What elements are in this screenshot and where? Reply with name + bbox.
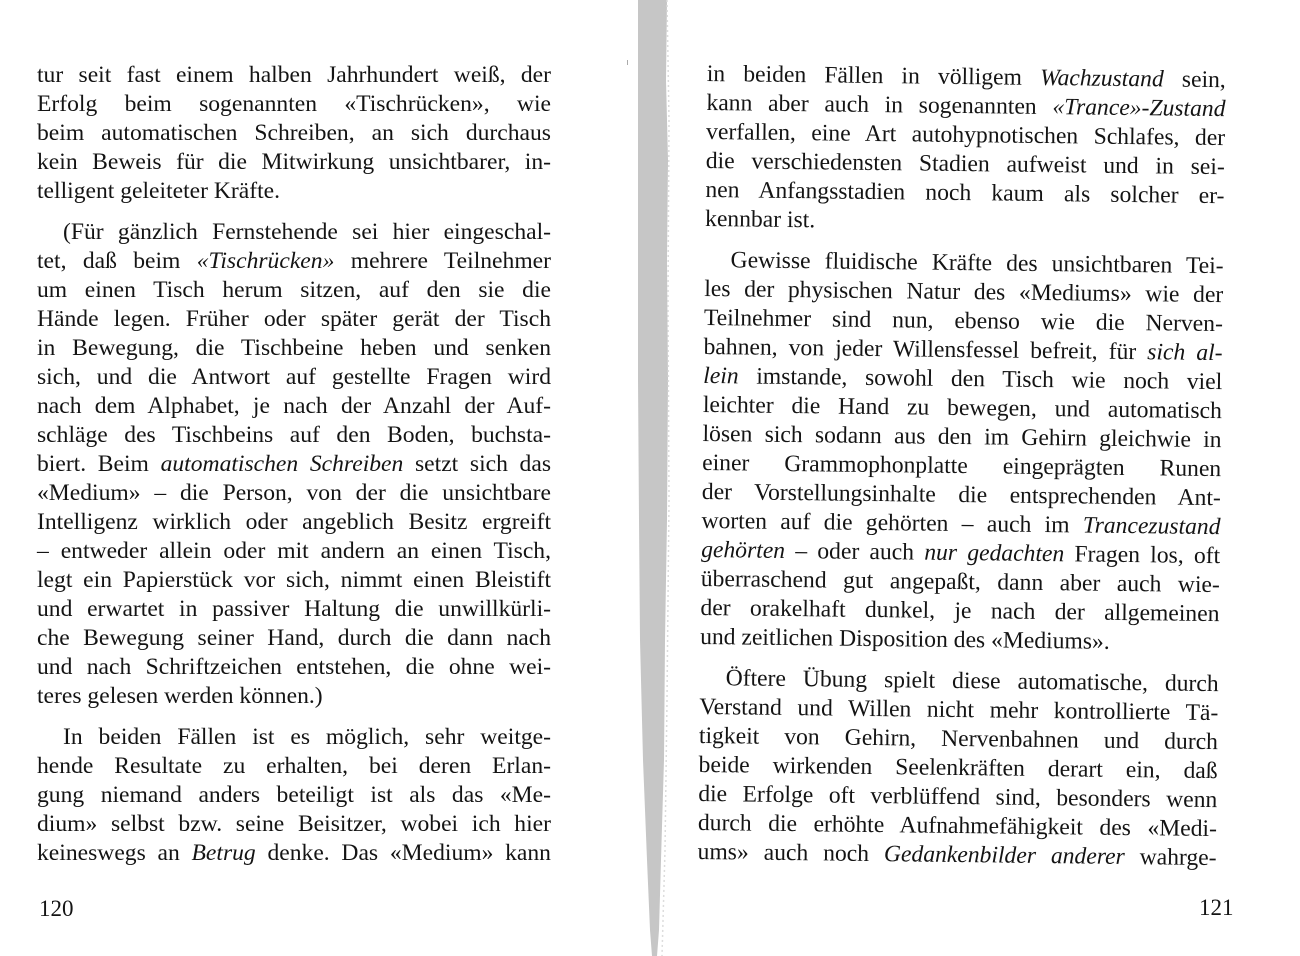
italic-text: «Tischrücken» <box>196 248 335 274</box>
text-run: Gewisse fluidische Kräfte des unsichtbaren Tei- <box>730 247 1224 280</box>
paragraph <box>705 60 1226 240</box>
text-run: in beiden Fällen in völligem <box>706 60 1041 91</box>
text-run: teres gelesen werden können.) <box>37 683 323 709</box>
text-line <box>37 61 551 90</box>
text-run: – oder auch <box>784 537 925 566</box>
text-line <box>37 624 551 653</box>
text-run: ums» auch noch <box>697 838 885 868</box>
paragraph <box>37 723 551 868</box>
text-line <box>37 682 551 711</box>
text-run: bahnen, von jeder Willensfessel befreit, für <box>703 333 1148 366</box>
text-run: die verschiedensten Stadien aufweist und in sei- <box>705 147 1225 181</box>
text-line <box>37 723 551 752</box>
text-line <box>37 781 551 810</box>
text-run: kein Beweis für die Mitwirkung unsichtbarer, in- <box>37 149 551 175</box>
text-run: biert. Beim <box>37 451 161 477</box>
text-line <box>37 839 551 868</box>
text-run: schläge des Tischbeins auf den Boden, buchsta- <box>37 422 551 448</box>
text-line <box>37 276 551 305</box>
text-run: einer Grammophonplatte eingeprägten Runen <box>702 449 1222 483</box>
text-run: der Vorstellungsinhalte die entsprechenden Ant- <box>701 478 1221 512</box>
paragraph <box>697 664 1218 873</box>
text-run: denke. Das «Medium» kann <box>255 840 551 866</box>
text-line <box>37 334 551 363</box>
right-page <box>668 0 1300 956</box>
text-run: gung niemand anders beteiligt ist als das «Me- <box>37 782 551 808</box>
left-page-text <box>37 61 551 880</box>
text-run: nach dem Alphabet, je nach der Anzahl der Auf- <box>37 393 551 419</box>
text-run: tur seit fast einem halben Jahrhundert weiß, der <box>37 62 551 88</box>
text-run: und nach Schriftzeichen entstehen, die ohne wei- <box>37 654 551 680</box>
text-run: überraschend gut angepaßt, dann aber auch wie- <box>700 565 1220 599</box>
text-line <box>37 90 551 119</box>
text-line <box>37 421 551 450</box>
text-run: dium» selbst bzw. seine Beisitzer, wobei ich hier <box>37 811 551 837</box>
text-line <box>37 752 551 781</box>
text-run: in Bewegung, die Tischbeine heben und senken <box>37 335 551 361</box>
text-run: che Bewegung seiner Hand, durch die dann nach <box>37 625 551 651</box>
text-line <box>37 595 551 624</box>
italic-text: nur gedachten <box>924 539 1065 568</box>
text-run: telligent geleiteter Kräfte. <box>37 178 281 204</box>
text-line <box>37 810 551 839</box>
gutter-shadow-shape <box>638 0 668 956</box>
text-run: Verstand und Willen nicht mehr kontrollierte Tä- <box>699 693 1219 727</box>
text-run: lösen sich sodann aus den im Gehirn gleichwie in <box>702 420 1222 454</box>
text-run: beide wirkenden Seelenkräften derart ein, daß <box>698 751 1218 785</box>
text-line <box>37 148 551 177</box>
text-run: In beiden Fällen ist es möglich, sehr weitge- <box>63 724 551 750</box>
text-run: Hände legen. Früher oder später gerät der Tisch <box>37 306 551 332</box>
italic-text: lein <box>703 362 739 390</box>
text-run: kennbar ist. <box>704 205 816 234</box>
right-page-text <box>697 60 1226 885</box>
italic-text: Wachzustand <box>1039 64 1164 93</box>
text-run: Intelligenz wirklich oder angeblich Besitz ergreift <box>37 509 551 535</box>
text-line <box>37 305 551 334</box>
text-run: und erwartet in passiver Haltung die unwillkürli- <box>37 596 551 622</box>
text-run: les der physischen Natur des «Mediums» wie der <box>704 275 1224 309</box>
text-run: worten auf die gehörten – auch im <box>701 507 1083 539</box>
text-run: imstande, sowohl den Tisch wie noch viel <box>738 363 1223 396</box>
text-line <box>37 508 551 537</box>
text-run: um einen Tisch herum sitzen, auf den sie die <box>37 277 551 303</box>
italic-text: gehörten <box>701 536 786 564</box>
text-run: legt ein Papierstück vor sich, nimmt einen Bleistift <box>37 567 551 593</box>
text-run: keineswegs an <box>37 840 192 866</box>
text-line <box>37 450 551 479</box>
text-run: tigkeit von Gehirn, Nervenbahnen und durch <box>698 722 1219 756</box>
text-run: und zeitlichen Disposition des «Mediums». <box>699 623 1110 655</box>
text-run: verfallen, eine Art autohypnotischen Schlafes, der <box>705 118 1226 152</box>
text-run: hende Resultate zu erhalten, bei deren Erlan- <box>37 753 551 779</box>
text-run: setzt sich das <box>403 451 551 477</box>
text-line <box>37 218 551 247</box>
text-run: sich, und die Antwort auf gestellte Fragen wird <box>37 364 551 390</box>
text-line <box>37 363 551 392</box>
italic-text: automatischen Schreiben <box>160 451 404 477</box>
text-run: – entweder allein oder mit andern an einen Tisch, <box>37 538 551 564</box>
text-line <box>37 119 551 148</box>
italic-text: Gedankenbilder anderer <box>883 841 1125 871</box>
text-line <box>697 838 1216 873</box>
text-line <box>37 537 551 566</box>
text-run: der orakelhaft dunkel, je nach der allgemeinen <box>700 594 1220 628</box>
text-run: Öftere Übung spielt diese automatische, durch <box>725 665 1219 698</box>
text-line <box>37 566 551 595</box>
text-run: kann aber auch in sogenannten <box>706 89 1053 121</box>
text-run: nen Anfangsstadien noch kaum als solcher er- <box>705 176 1225 210</box>
paragraph <box>37 218 551 711</box>
page-number-right: 121 <box>1199 895 1234 920</box>
text-line <box>37 479 551 508</box>
text-run: wahrge- <box>1124 844 1217 872</box>
italic-text: Trancezustand <box>1082 512 1221 541</box>
text-line <box>37 653 551 682</box>
paragraph <box>700 246 1224 658</box>
text-line <box>37 247 551 276</box>
paragraph <box>37 61 551 206</box>
text-run: (Für gänzlich Fernstehende sei hier eingeschal- <box>63 219 551 245</box>
italic-text: sich al- <box>1147 339 1223 367</box>
book-gutter-shadow <box>638 0 670 956</box>
text-run: sein, <box>1163 66 1226 94</box>
page-number-left: 120 <box>39 896 74 921</box>
italic-text: Betrug <box>191 840 256 866</box>
text-run: Fragen los, oft <box>1064 541 1221 570</box>
scan-speck <box>627 60 628 65</box>
text-run: «Medium» – die Person, von der die unsichtbare <box>37 480 551 506</box>
text-run: tet, daß beim <box>37 248 197 274</box>
text-run: mehrere Teilnehmer <box>334 248 551 274</box>
text-line <box>705 205 1224 240</box>
text-line <box>700 623 1219 658</box>
text-line <box>37 392 551 421</box>
text-run: die Erfolge oft verblüffend sind, besonders wenn <box>698 780 1218 814</box>
text-run: durch die erhöhte Aufnahmefähigkeit des «Medi- <box>697 809 1218 843</box>
text-run: Teilnehmer sind nun, ebenso wie die Nerven- <box>703 304 1224 338</box>
text-run: Erfolg beim sogenannten «Tischrücken», wie <box>37 91 551 117</box>
italic-text: «Trance»-Zustand <box>1052 94 1226 123</box>
text-line <box>37 177 551 206</box>
left-page <box>0 0 636 956</box>
text-run: beim automatischen Schreiben, an sich durchaus <box>37 120 551 146</box>
text-run: leichter die Hand zu bewegen, und automatisch <box>702 391 1223 425</box>
